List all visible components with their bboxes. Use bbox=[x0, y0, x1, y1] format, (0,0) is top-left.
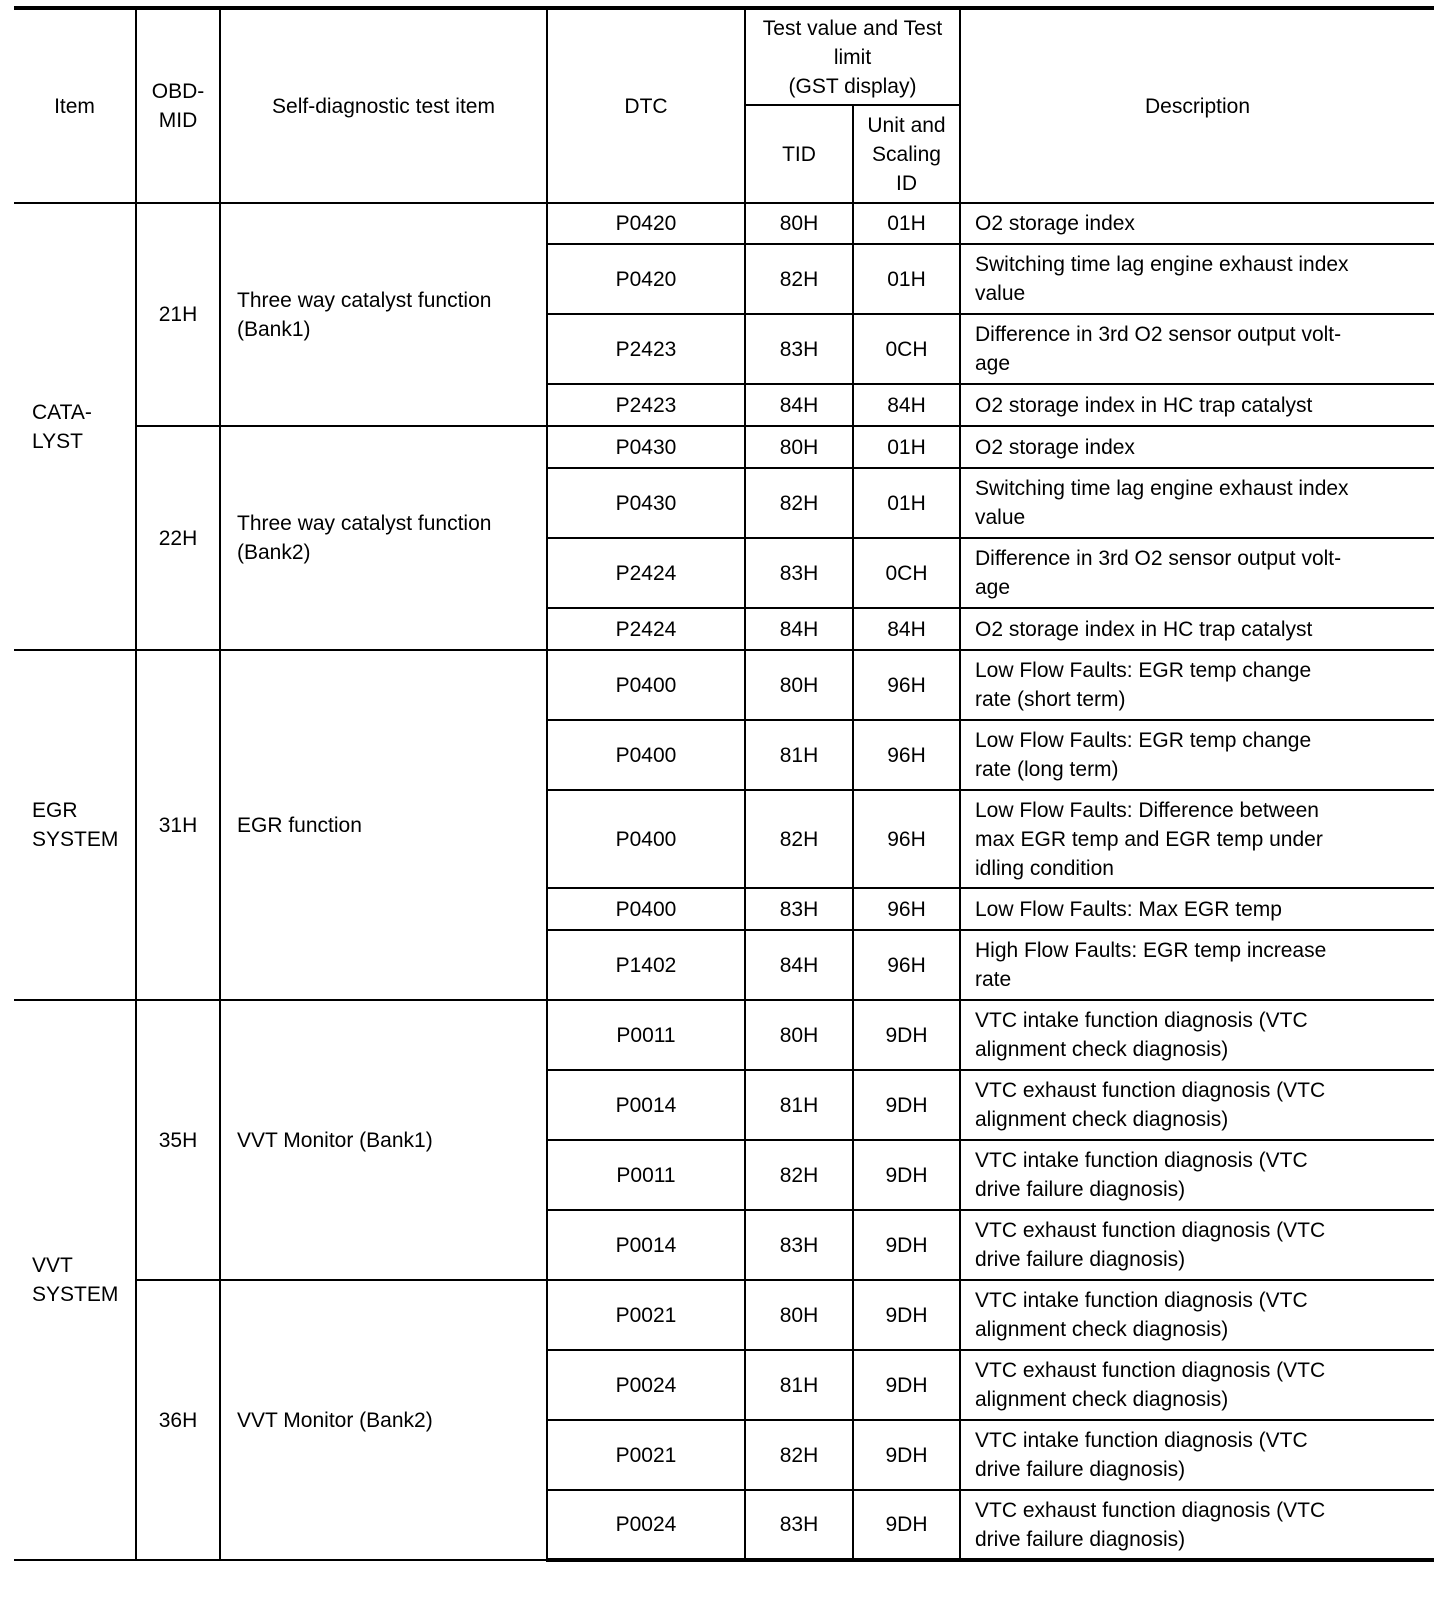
header-obd-mid: OBD- MID bbox=[136, 8, 220, 203]
unit-scaling-cell: 9DH bbox=[853, 1210, 960, 1280]
dtc-cell: P2424 bbox=[547, 538, 745, 608]
description-cell: VTC intake function diagnosis (VTC alignment check diagnosis) bbox=[960, 1280, 1434, 1350]
tid-cell: 81H bbox=[745, 1350, 853, 1420]
description-cell: VTC exhaust function diagnosis (VTC alignment check diagnosis) bbox=[960, 1070, 1434, 1140]
tid-cell: 84H bbox=[745, 930, 853, 1000]
tid-cell: 80H bbox=[745, 203, 853, 244]
tid-cell: 81H bbox=[745, 720, 853, 790]
dtc-cell: P0430 bbox=[547, 426, 745, 468]
test-item-cell: EGR function bbox=[220, 650, 547, 1000]
dtc-cell: P0400 bbox=[547, 888, 745, 930]
description-cell: Difference in 3rd O2 sensor output volt- age bbox=[960, 314, 1434, 384]
dtc-cell: P2423 bbox=[547, 384, 745, 426]
dtc-cell: P1402 bbox=[547, 930, 745, 1000]
dtc-cell: P0011 bbox=[547, 1000, 745, 1070]
description-cell: VTC exhaust function diagnosis (VTC alignment check diagnosis) bbox=[960, 1350, 1434, 1420]
description-cell: Low Flow Faults: EGR temp change rate (long term) bbox=[960, 720, 1434, 790]
dtc-cell: P0024 bbox=[547, 1350, 745, 1420]
table-row bbox=[14, 1000, 1434, 1070]
unit-scaling-cell: 84H bbox=[853, 608, 960, 650]
dtc-cell: P0400 bbox=[547, 790, 745, 888]
description-cell: VTC exhaust function diagnosis (VTC drive failure diagnosis) bbox=[960, 1210, 1434, 1280]
tid-cell: 84H bbox=[745, 384, 853, 426]
test-item-cell: Three way catalyst function (Bank2) bbox=[220, 426, 547, 650]
header-test-item: Self-diagnostic test item bbox=[220, 8, 547, 203]
unit-scaling-cell: 96H bbox=[853, 888, 960, 930]
dtc-cell: P0420 bbox=[547, 203, 745, 244]
tid-cell: 80H bbox=[745, 426, 853, 468]
dtc-cell: P0430 bbox=[547, 468, 745, 538]
tid-cell: 82H bbox=[745, 790, 853, 888]
tid-cell: 82H bbox=[745, 244, 853, 314]
dtc-cell: P0014 bbox=[547, 1210, 745, 1280]
header-unit-scaling: Unit and Scaling ID bbox=[853, 105, 960, 203]
tid-cell: 82H bbox=[745, 1140, 853, 1210]
header-tid: TID bbox=[745, 105, 853, 203]
dtc-cell: P0420 bbox=[547, 244, 745, 314]
unit-scaling-cell: 01H bbox=[853, 426, 960, 468]
header-test-value: Test value and Test limit (GST display) bbox=[745, 8, 960, 105]
description-cell: VTC intake function diagnosis (VTC drive failure diagnosis) bbox=[960, 1140, 1434, 1210]
description-cell: Low Flow Faults: Difference between max EGR temp and EGR temp under idling condition bbox=[960, 790, 1434, 888]
description-cell: VTC intake function diagnosis (VTC alignment check diagnosis) bbox=[960, 1000, 1434, 1070]
tid-cell: 81H bbox=[745, 1070, 853, 1140]
description-cell: VTC exhaust function diagnosis (VTC drive failure diagnosis) bbox=[960, 1490, 1434, 1560]
obd-mid-cell: 21H bbox=[136, 203, 220, 426]
tid-cell: 83H bbox=[745, 538, 853, 608]
table-row bbox=[14, 650, 1434, 720]
unit-scaling-cell: 9DH bbox=[853, 1070, 960, 1140]
dtc-cell: P2424 bbox=[547, 608, 745, 650]
description-cell: O2 storage index in HC trap catalyst bbox=[960, 608, 1434, 650]
header-description: Description bbox=[960, 8, 1434, 203]
table-row bbox=[14, 1280, 1434, 1350]
tid-cell: 83H bbox=[745, 888, 853, 930]
test-item-cell: Three way catalyst function (Bank1) bbox=[220, 203, 547, 426]
table-row bbox=[14, 426, 1434, 468]
dtc-cell: P0024 bbox=[547, 1490, 745, 1560]
tid-cell: 80H bbox=[745, 1000, 853, 1070]
tid-cell: 83H bbox=[745, 314, 853, 384]
test-item-cell: VVT Monitor (Bank2) bbox=[220, 1280, 547, 1560]
unit-scaling-cell: 0CH bbox=[853, 314, 960, 384]
tid-cell: 80H bbox=[745, 1280, 853, 1350]
unit-scaling-cell: 96H bbox=[853, 720, 960, 790]
description-cell: O2 storage index bbox=[960, 426, 1434, 468]
item-cell: VVT SYSTEM bbox=[14, 1000, 136, 1560]
dtc-cell: P0021 bbox=[547, 1420, 745, 1490]
description-cell: High Flow Faults: EGR temp increase rate bbox=[960, 930, 1434, 1000]
dtc-cell: P0021 bbox=[547, 1280, 745, 1350]
obd-mid-table bbox=[14, 6, 1434, 1562]
unit-scaling-cell: 9DH bbox=[853, 1490, 960, 1560]
unit-scaling-cell: 84H bbox=[853, 384, 960, 426]
item-cell: CATA- LYST bbox=[14, 203, 136, 650]
description-cell: O2 storage index in HC trap catalyst bbox=[960, 384, 1434, 426]
tid-cell: 80H bbox=[745, 650, 853, 720]
dtc-cell: P0400 bbox=[547, 720, 745, 790]
dtc-cell: P0400 bbox=[547, 650, 745, 720]
unit-scaling-cell: 96H bbox=[853, 650, 960, 720]
unit-scaling-cell: 9DH bbox=[853, 1420, 960, 1490]
tid-cell: 83H bbox=[745, 1490, 853, 1560]
obd-mid-cell: 35H bbox=[136, 1000, 220, 1280]
tid-cell: 83H bbox=[745, 1210, 853, 1280]
dtc-cell: P0011 bbox=[547, 1140, 745, 1210]
unit-scaling-cell: 96H bbox=[853, 790, 960, 888]
unit-scaling-cell: 96H bbox=[853, 930, 960, 1000]
unit-scaling-cell: 9DH bbox=[853, 1140, 960, 1210]
description-cell: Difference in 3rd O2 sensor output volt- age bbox=[960, 538, 1434, 608]
unit-scaling-cell: 01H bbox=[853, 244, 960, 314]
description-cell: O2 storage index bbox=[960, 203, 1434, 244]
description-cell: VTC intake function diagnosis (VTC drive failure diagnosis) bbox=[960, 1420, 1434, 1490]
test-item-cell: VVT Monitor (Bank1) bbox=[220, 1000, 547, 1280]
header-item: Item bbox=[14, 8, 136, 203]
description-cell: Switching time lag engine exhaust index value bbox=[960, 244, 1434, 314]
obd-mid-cell: 22H bbox=[136, 426, 220, 650]
unit-scaling-cell: 0CH bbox=[853, 538, 960, 608]
unit-scaling-cell: 9DH bbox=[853, 1000, 960, 1070]
description-cell: Low Flow Faults: Max EGR temp bbox=[960, 888, 1434, 930]
item-cell: EGR SYSTEM bbox=[14, 650, 136, 1000]
unit-scaling-cell: 9DH bbox=[853, 1280, 960, 1350]
dtc-cell: P2423 bbox=[547, 314, 745, 384]
obd-mid-cell: 36H bbox=[136, 1280, 220, 1560]
description-cell: Low Flow Faults: EGR temp change rate (short term) bbox=[960, 650, 1434, 720]
unit-scaling-cell: 9DH bbox=[853, 1350, 960, 1420]
obd-mid-cell: 31H bbox=[136, 650, 220, 1000]
dtc-cell: P0014 bbox=[547, 1070, 745, 1140]
table-row bbox=[14, 203, 1434, 244]
header-dtc: DTC bbox=[547, 8, 745, 203]
description-cell: Switching time lag engine exhaust index value bbox=[960, 468, 1434, 538]
tid-cell: 84H bbox=[745, 608, 853, 650]
unit-scaling-cell: 01H bbox=[853, 468, 960, 538]
tid-cell: 82H bbox=[745, 1420, 853, 1490]
table-body bbox=[14, 203, 1434, 1560]
unit-scaling-cell: 01H bbox=[853, 203, 960, 244]
tid-cell: 82H bbox=[745, 468, 853, 538]
